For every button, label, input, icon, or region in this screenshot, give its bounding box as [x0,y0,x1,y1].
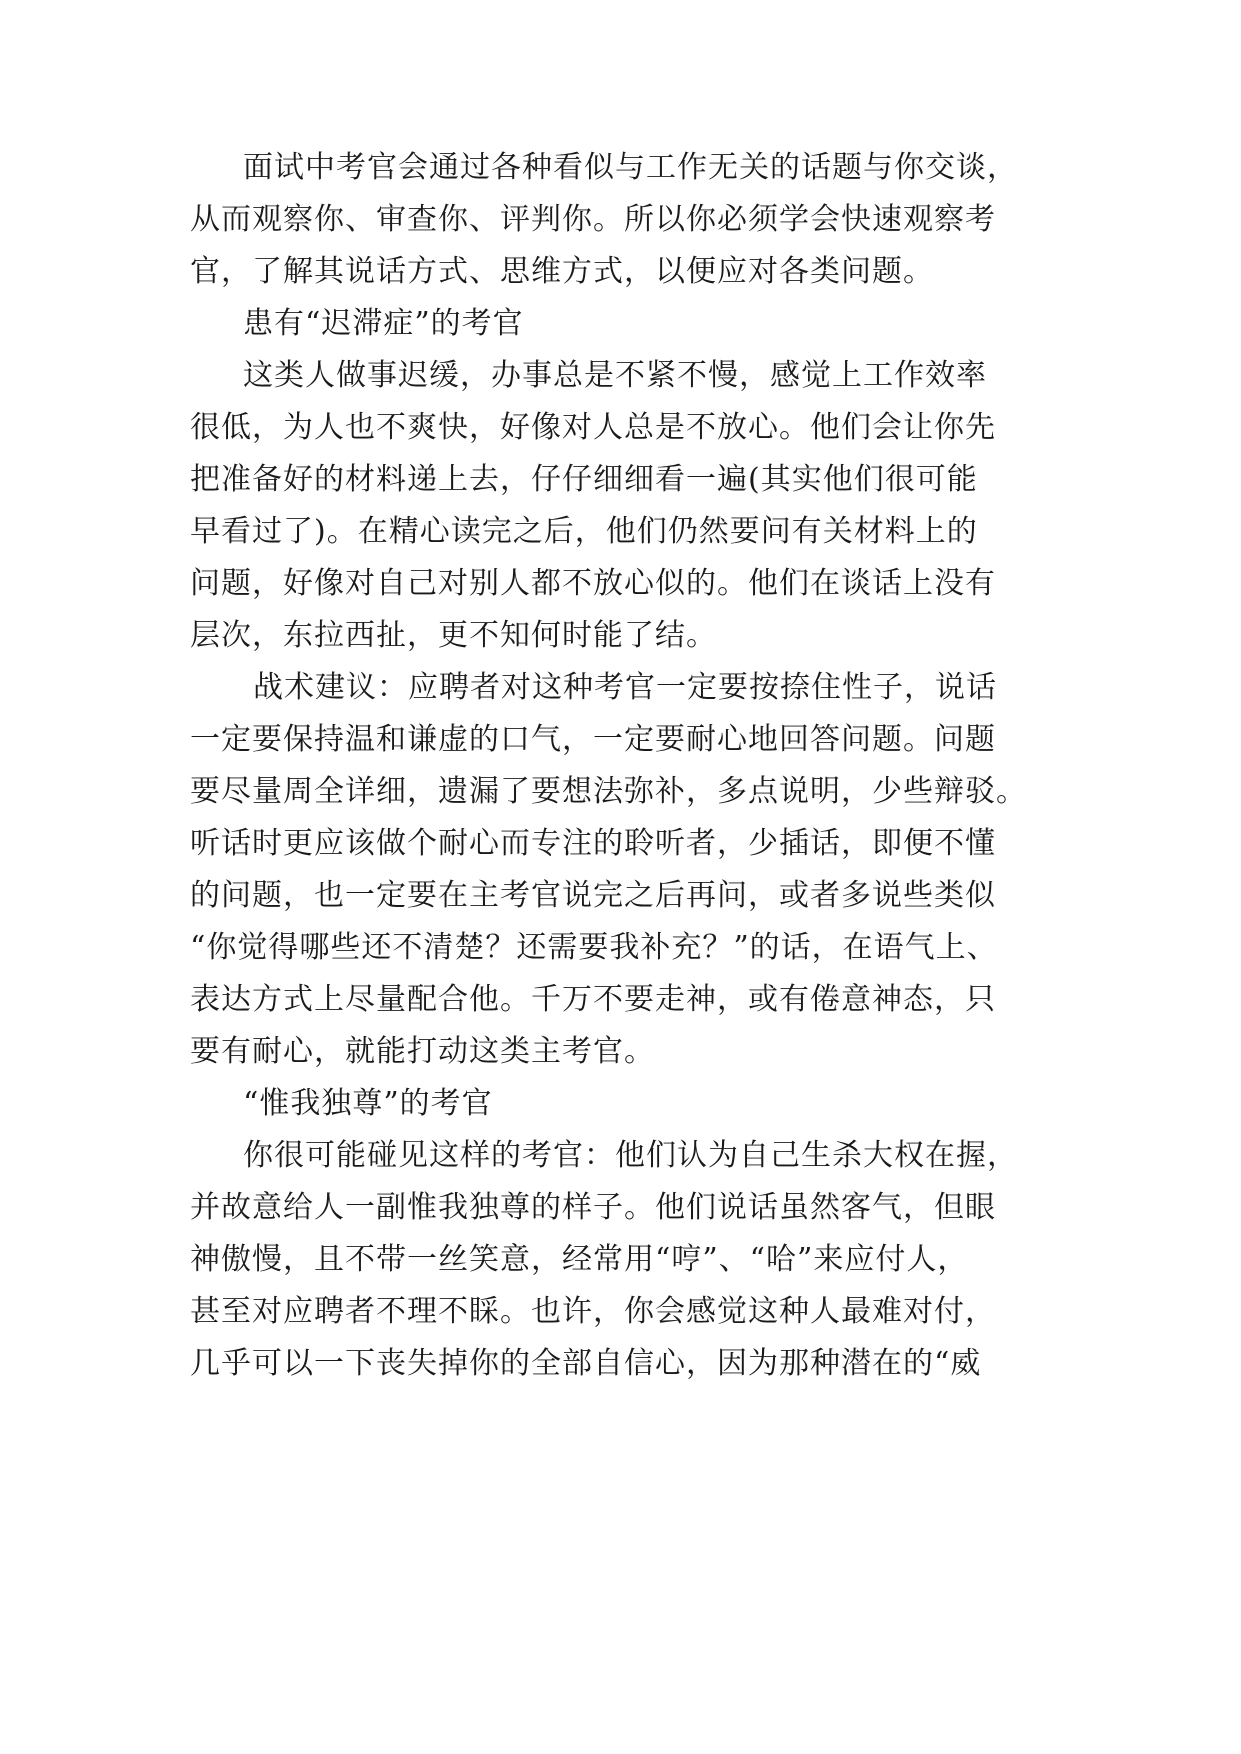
paragraph-line: 并故意给人一副惟我独尊的样子。他们说话虽然客气，但眼 [190,1190,996,1225]
paragraph-line: 官，了解其说话方式、思维方式，以便应对各类问题。 [190,254,934,289]
paragraph-line: 的问题，也一定要在主考官说完之后再问，或者多说些类似 [190,878,996,913]
paragraph-line: 你很可能碰见这样的考官：他们认为自己生杀大权在握， [243,1138,1018,1173]
paragraph-line: 从而观察你、审查你、评判你。所以你必须学会快速观察考 [190,202,996,237]
paragraph-line: 很低，为人也不爽快，好像对人总是不放心。他们会让你先 [190,410,996,445]
paragraph-line: 一定要保持温和谦虚的口气，一定要耐心地回答问题。问题 [190,722,996,757]
section-heading: “惟我独尊”的考官 [243,1086,493,1121]
paragraph-line: “你觉得哪些还不清楚？还需要我补充？”的话，在语气上、 [190,930,998,965]
paragraph-line: 要有耐心，就能打动这类主考官。 [190,1034,655,1069]
paragraph-line: 层次，东拉西扯，更不知何时能了结。 [190,618,717,653]
paragraph-line: 把准备好的材料递上去，仔仔细细看一遍(其实他们很可能 [190,462,978,497]
paragraph-line: 问题，好像对自己对别人都不放心似的。他们在谈话上没有 [190,566,996,601]
paragraph-line: 表达方式上尽量配合他。千万不要走神，或有倦意神态，只 [190,982,996,1017]
paragraph-line: 甚至对应聘者不理不睬。也许，你会感觉这种人最难对付， [190,1294,996,1329]
paragraph-line: 早看过了)。在精心读完之后，他们仍然要问有关材料上的 [190,514,978,549]
section-heading: 患有“迟滞症”的考官 [243,306,524,341]
paragraph-line: 神傲慢，且不带一丝笑意，经常用“哼”、“哈”来应付人， [190,1242,969,1277]
paragraph-line: 听话时更应该做个耐心而专注的聆听者，少插话，即便不懂 [190,826,996,861]
paragraph-line: 要尽量周全详细，遗漏了要想法弥补，多点说明，少些辩驳。 [190,774,1027,809]
paragraph-line: 战术建议：应聘者对这种考官一定要按捺住性子，说话 [253,670,997,705]
paragraph-line: 几乎可以一下丧失掉你的全部自信心，因为那种潜在的“威 [190,1346,982,1381]
paragraph-line: 这类人做事迟缓，办事总是不紧不慢，感觉上工作效率 [243,358,987,393]
paragraph-line: 面试中考官会通过各种看似与工作无关的话题与你交谈， [243,150,1018,185]
